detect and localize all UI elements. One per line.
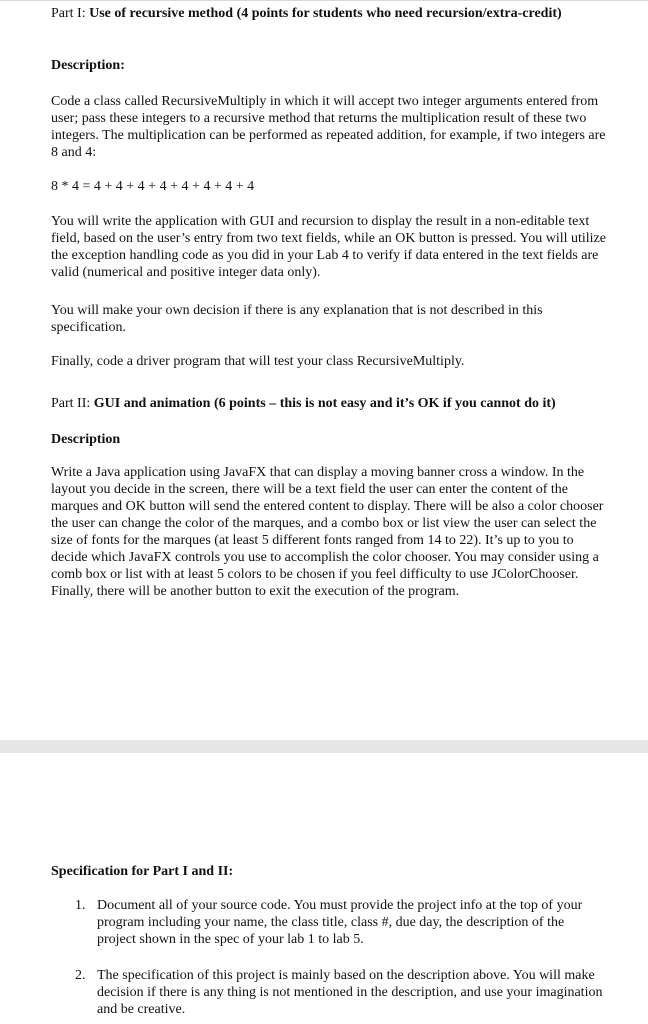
part1-paragraph-1: Code a class called RecursiveMultiply in which it will accept two integer arguments entered from user; pass these integers to a recursive method that returns the multiplication result of these two integers. The multiplication can be performed as repeated addition, for example, if two integers are 8 and 4: <box>51 94 606 160</box>
part1-paragraph-4: Finally, code a driver program that will test your class RecursiveMultiply. <box>51 354 465 369</box>
spec-item-text: Document all of your source code. You must provide the project info at the top of your program including your name, the class title, class #, due day, the description of the project shown in the spec of your lab 1 to lab 5. <box>97 898 583 947</box>
part2-heading-prefix: Part II: <box>51 396 94 411</box>
part1-heading-title: Use of recursive method (4 points for students who need recursion/extra-credit) <box>89 6 562 21</box>
multiplication-formula: 8 * 4 = 4 + 4 + 4 + 4 + 4 + 4 + 4 + 4 <box>51 179 255 194</box>
spec-item-number: 2. <box>75 968 86 983</box>
spec-item-text: The specification of this project is mainly based on the description above. You will make decision if there is any thing is not mentioned in the description, and use your imagination and be creative. <box>97 968 603 1017</box>
part2-paragraph-1: Write a Java application using JavaFX that can display a moving banner cross a window. In the layout you decide in the screen, there will be a text field the user can enter the content of the marques and OK button will send the entered content to display. There will be also a color chooser the user can change the color of the marques, and a combo box or list view the user can select the size of fonts for the marques (at least 5 different fonts ranged from 14 to 22). It’s up to you to decide which JavaFX controls you use to accomplish the color chooser. You may consider using a comb box or list with at least 5 colors to be chosen if you feel difficulty to use JColorChooser. Finally, there will be another button to exit the execution of the program. <box>51 465 604 599</box>
page-separator <box>0 740 648 753</box>
part1-paragraph-2: You will write the application with GUI and recursion to display the result in a non-editable text field, based on the user’s entry from two text fields, while an OK button is pressed. You will utilize the exception handling code as you did in your Lab 4 to verify if data entered in the text fields are valid (numerical and positive integer data only). <box>51 214 606 280</box>
part1-paragraph-3: You will make your own decision if there is any explanation that is not described in this specification. <box>51 303 543 335</box>
part2-description-label: Description <box>51 432 121 447</box>
part2-heading-title: GUI and animation (6 points – this is not easy and it’s OK if you cannot do it) <box>93 396 556 411</box>
document-page-2 <box>0 753 648 1024</box>
part2-heading <box>51 395 556 412</box>
part1-heading <box>51 5 611 22</box>
spec-heading: Specification for Part I and II: <box>51 864 234 879</box>
spec-item-number: 1. <box>75 898 86 913</box>
part1-description-label: Description: <box>51 58 125 73</box>
part1-heading-prefix: Part I: <box>51 6 90 21</box>
